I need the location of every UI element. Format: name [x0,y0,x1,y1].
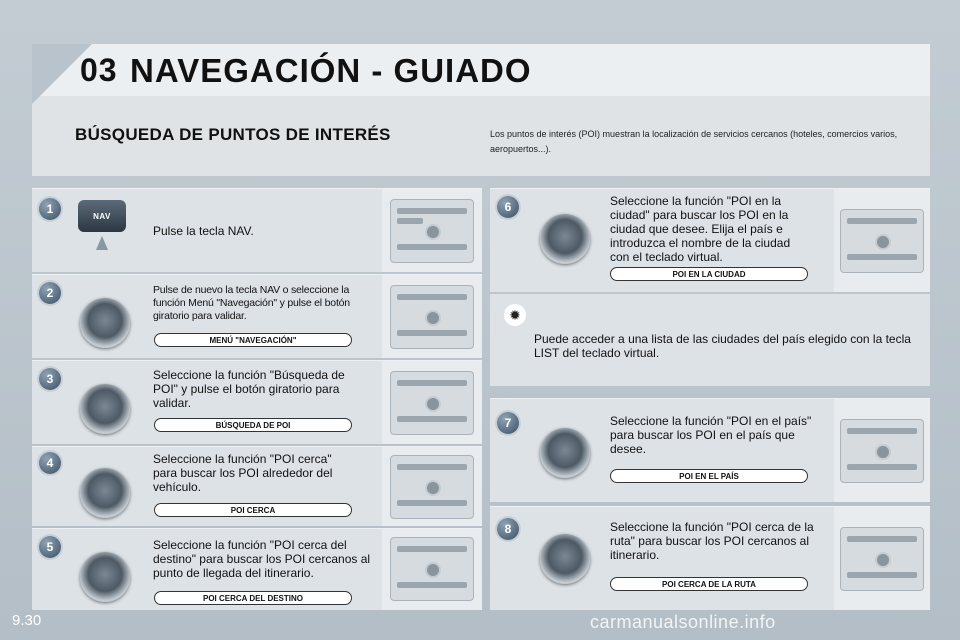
menu-label: POI CERCA DEL DESTINO [154,591,352,605]
page-title: NAVEGACIÓN - GUIADO [130,52,532,89]
radio-image [382,189,482,272]
step-7-text: Seleccione la función "POI en el país" para buscar los POI en el país que desee. [610,414,812,456]
menu-label: POI CERCA [154,503,352,517]
radio-unit-image [840,419,924,483]
intro-text: Los puntos de interés (POI) muestran la localización de servicios cercanos (hoteles, comercios varios, aeropuertos...). [490,129,898,154]
step-4-text: Seleccione la función "POI cerca" para buscar los POI alrededor del vehículo. [153,452,333,494]
step-badge: 6 [497,196,519,218]
rotary-knob-icon [80,552,130,602]
rotary-knob-icon [80,298,130,348]
radio-unit-image [390,285,474,349]
rotary-knob-icon [540,534,590,584]
tip-panel [490,294,930,386]
step-badge: 1 [39,198,61,220]
step-3-text: Seleccione la función "Búsqueda de POI" y pulse el botón giratorio para validar. [153,368,345,410]
press-arrow-icon [96,236,108,250]
rotary-knob-icon [540,428,590,478]
menu-label: POI CERCA DE LA RUTA [610,577,808,591]
step-badge: 8 [497,518,519,540]
step-2-text: Pulse de nuevo la tecla NAV o seleccione la función Menú "Navegación" y pulse el botón giratorio para validar. [153,284,350,322]
radio-unit-image [390,199,474,263]
radio-image [382,529,482,610]
rotary-knob-icon [540,214,590,264]
radio-image [834,399,930,502]
page-number: 9.30 [12,612,42,629]
step-5-text: Seleccione la función "POI cerca del destino" para buscar los POI cercanos al punto de llegada del itinerario. [153,538,371,580]
section-subtitle: BÚSQUEDA DE PUNTOS DE INTERÉS [75,125,391,144]
rotary-knob-icon [80,468,130,518]
radio-unit-image [840,209,924,273]
menu-label: POI EN EL PAÍS [610,469,808,483]
menu-label: MENÚ "NAVEGACIÓN" [154,333,352,347]
radio-image [382,275,482,358]
step-badge: 4 [39,452,61,474]
step-badge: 3 [39,368,61,390]
radio-unit-image [390,537,474,601]
step-badge: 5 [39,536,61,558]
step-badge: 7 [497,412,519,434]
step-8-text: Seleccione la función "POI cerca de la ruta" para buscar los POI cercanos al itinerario. [610,520,814,562]
radio-unit-image [390,455,474,519]
tip-text: Puede acceder a una lista de las ciudades del país elegido con la tecla LIST del teclado virtual. [534,332,911,360]
step-badge: 2 [39,282,61,304]
chapter-number: 03 [80,52,118,88]
step-1-text: Pulse la tecla NAV. [153,224,254,238]
rotary-knob-icon [80,384,130,434]
radio-image [382,447,482,526]
radio-image [834,507,930,610]
watermark: carmanualsonline.info [590,612,776,632]
radio-unit-image [390,371,474,435]
radio-unit-image [840,527,924,591]
radio-image [382,361,482,444]
sun-icon: ✹ [504,304,526,326]
radio-image [834,189,930,292]
menu-label: BÚSQUEDA DE POI [154,418,352,432]
nav-key-icon: NAV [78,200,126,232]
menu-label: POI EN LA CIUDAD [610,267,808,281]
step-6-text: Seleccione la función "POI en la ciudad" para buscar los POI en la ciudad que desee. Elija el país e introduzca el nombre de la ciudad con el teclado virtual. [610,194,791,264]
